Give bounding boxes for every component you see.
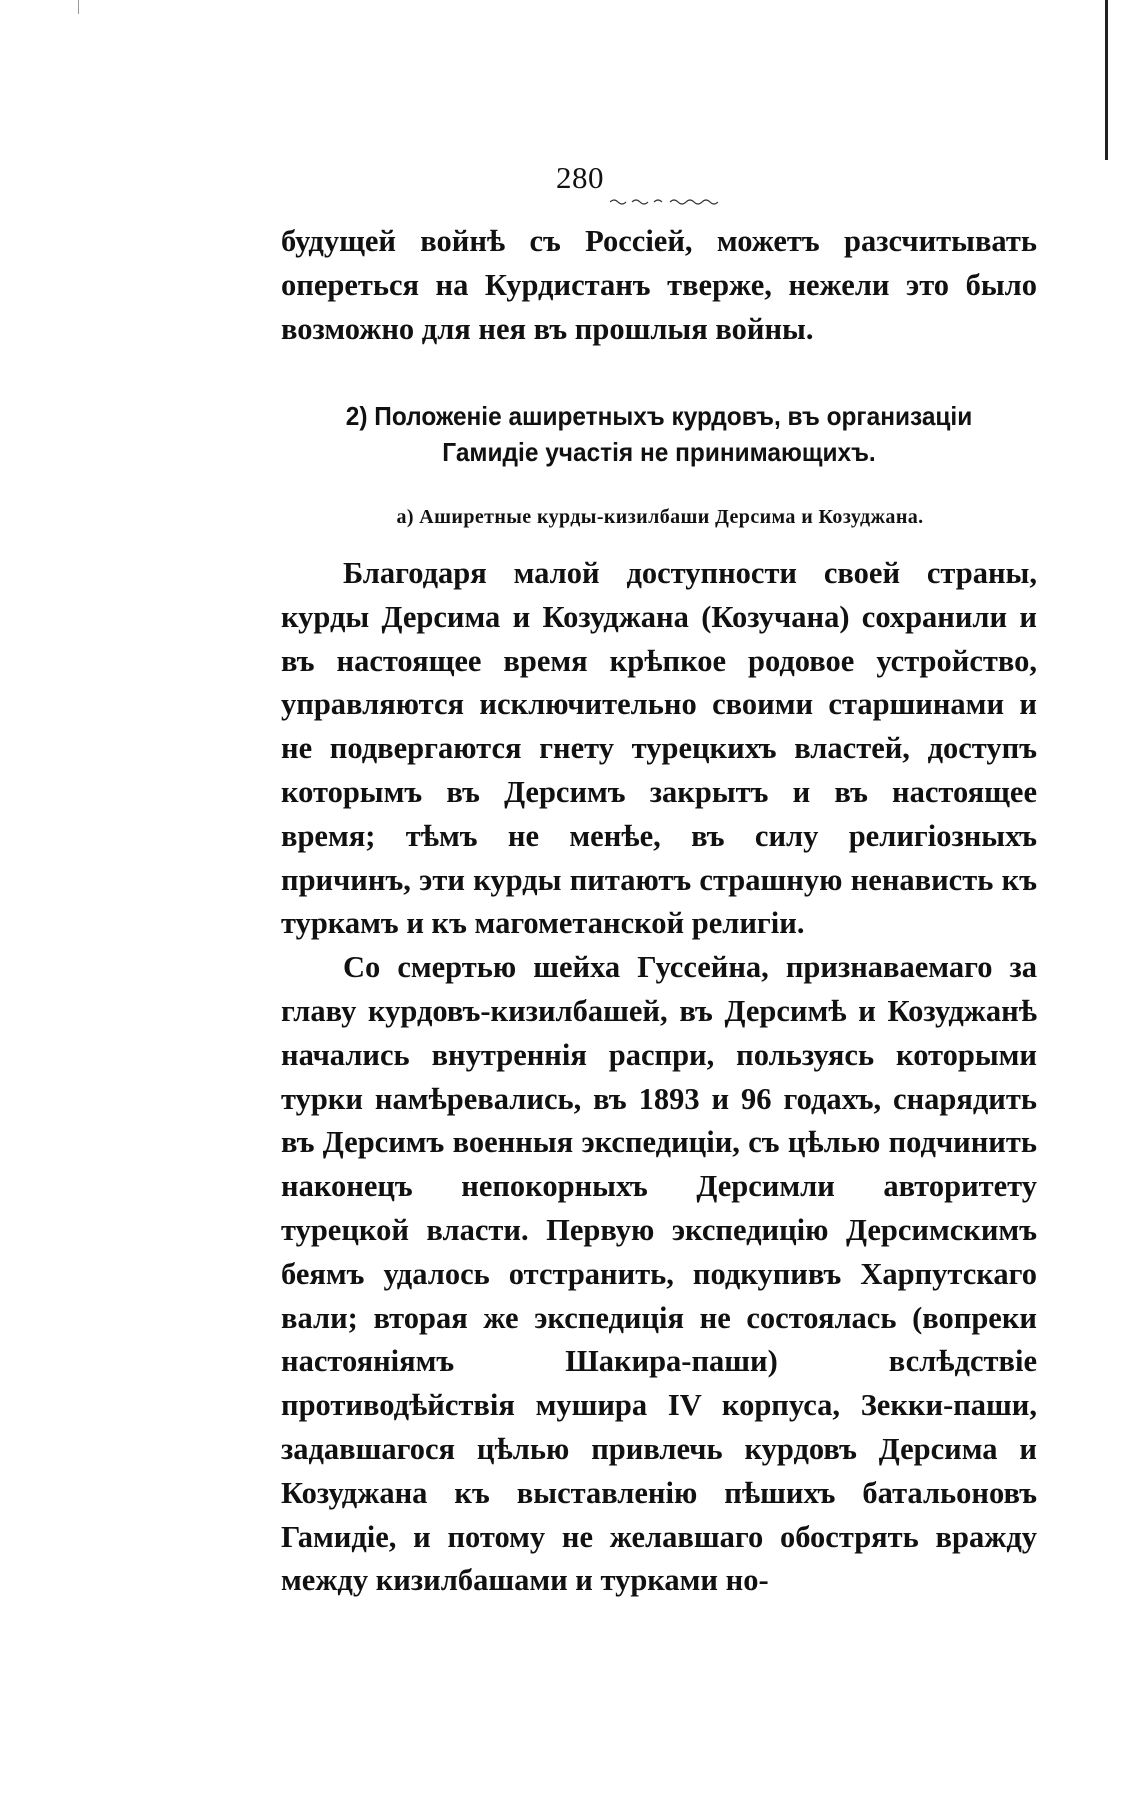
- body-text: [281, 552, 1037, 1603]
- scan-mark: [78, 0, 79, 14]
- continuation-text: будущей войнѣ съ Россіей, можетъ разсчитывать опереться на Курдистанъ тверже, нежели это было возможно для нея въ прошлыя войны.: [281, 224, 1037, 346]
- paragraph: Со смертью шейха Гуссейна, признаваемаго за главу курдовъ-кизилбашей, въ Дерсимѣ и Козуджанѣ начались внутреннія распри, пользуясь которыми турки намѣревались, въ 1893 и 96 годахъ, снарядить въ Дерсимъ военныя экспедиціи, съ цѣлью подчинить наконецъ непокорныхъ Дерсимли авторитету турецкой власти. Первую экспедицію Дерсимскимъ беямъ удалось отстранить, подкупивъ Харпутскаго вали; вторая же экспедиція не состоялась (вопреки настояніямъ Шакира-паши) вслѣдствіе противодѣйствія мушира IV корпуса, Зекки-паши, задавшагося цѣлью привлечь курдовъ Дерсима и Козуджана къ выставленію пѣшихъ батальоновъ Гамидіе, и потому не желавшаго обострять вражду между кизилбашами и турками но-: [281, 950, 1037, 1598]
- ornamental-rule: [610, 196, 720, 206]
- continuation-paragraph: [281, 220, 1037, 351]
- section-heading: 2) Положеніе аширетныхъ курдовъ, въ организаціи Гамидіе участія не принимающихъ.: [345, 401, 973, 467]
- paragraph: Благодаря малой доступности своей страны, курды Дерсима и Козуджана (Козучана) сохранили и въ настоящее время крѣпкое родовое устройство, управляются исключительно своими старшинами и не подвергаются гнету турецкихъ властей, доступъ которымъ въ Дерсимъ закрытъ и въ настоящее время; тѣмъ не менѣе, въ силу религіозныхъ причинъ, эти курды питаютъ страшную ненависть къ туркамъ и къ магометанской религіи.: [281, 556, 1037, 941]
- page-edge-line: [1105, 0, 1108, 160]
- page-number: 280: [556, 160, 604, 195]
- subsection-heading: а) Аширетные курды-кизилбаши Дерсима и Козуджана.: [396, 506, 924, 528]
